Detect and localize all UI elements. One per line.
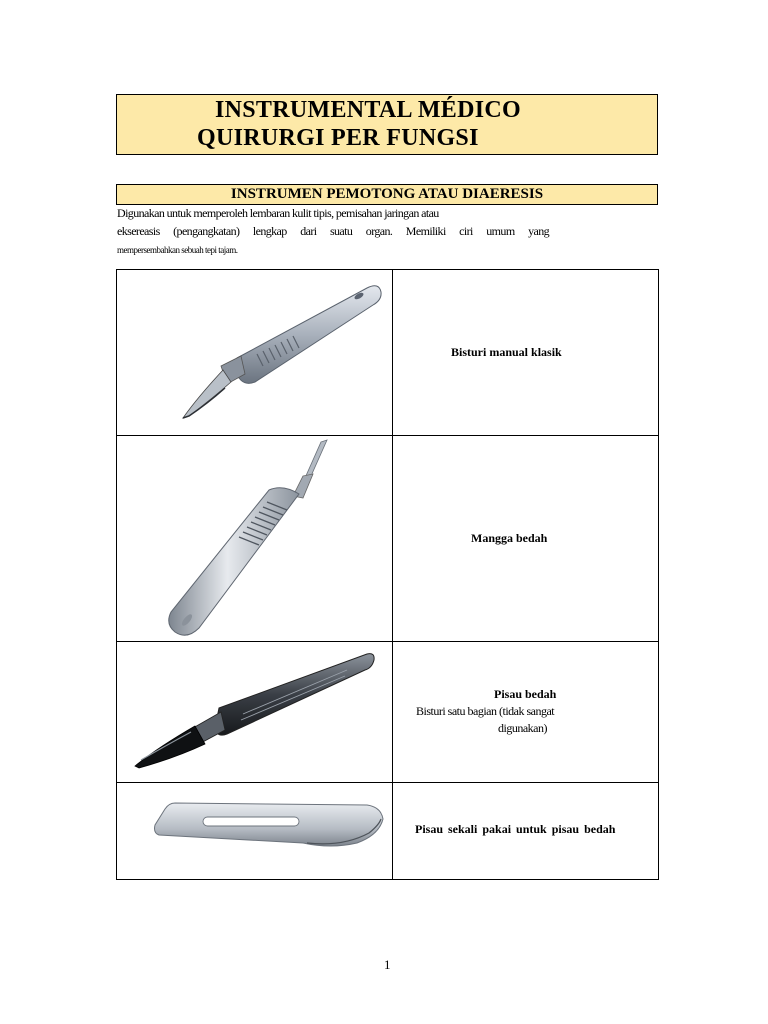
table-row [117,642,658,783]
section-description-line-3: mempersembahkan sebuah tepi tajam. [117,245,238,255]
page-number: 1 [384,957,391,972]
scalpel-handle-image [117,436,393,641]
instrument-note-line-2: digunakan) [498,721,547,735]
instrument-name: Pisau sekali pakai untuk pisau bedah [415,822,616,836]
instrument-name: Bisturi manual klasik [451,345,562,359]
instrument-description-cell [393,270,658,435]
section-description-line-2: eksereasis (pengangkatan) lengkap dari suatu organ. Memiliki ciri umum yang [117,224,549,238]
document-title-box [116,94,658,155]
instrument-description-cell [393,783,658,879]
instrument-name: Mangga bedah [471,531,548,545]
table-row [117,270,658,436]
section-heading: INSTRUMEN PEMOTONG ATAU DIAERESIS [116,184,658,205]
instrument-name: Pisau bedah [494,687,557,701]
table-row [117,783,658,879]
instrument-table [116,269,659,880]
one-piece-scalpel-image [117,642,393,782]
instrument-description-cell [393,642,658,782]
table-row [117,436,658,642]
instrument-description-cell [393,436,658,641]
section-description-line-1: Digunakan untuk memperoleh lembaran kulit tipis, pemisahan jaringan atau [117,206,439,220]
classic-scalpel-image [117,270,393,435]
disposable-blade-image [117,783,393,879]
document-title-line-2: QUIRURGI PER FUNGSI [197,125,479,151]
document-title-line-1: INSTRUMENTAL MÉDICO [215,97,521,123]
instrument-note-line-1: Bisturi satu bagian (tidak sangat [416,704,555,718]
